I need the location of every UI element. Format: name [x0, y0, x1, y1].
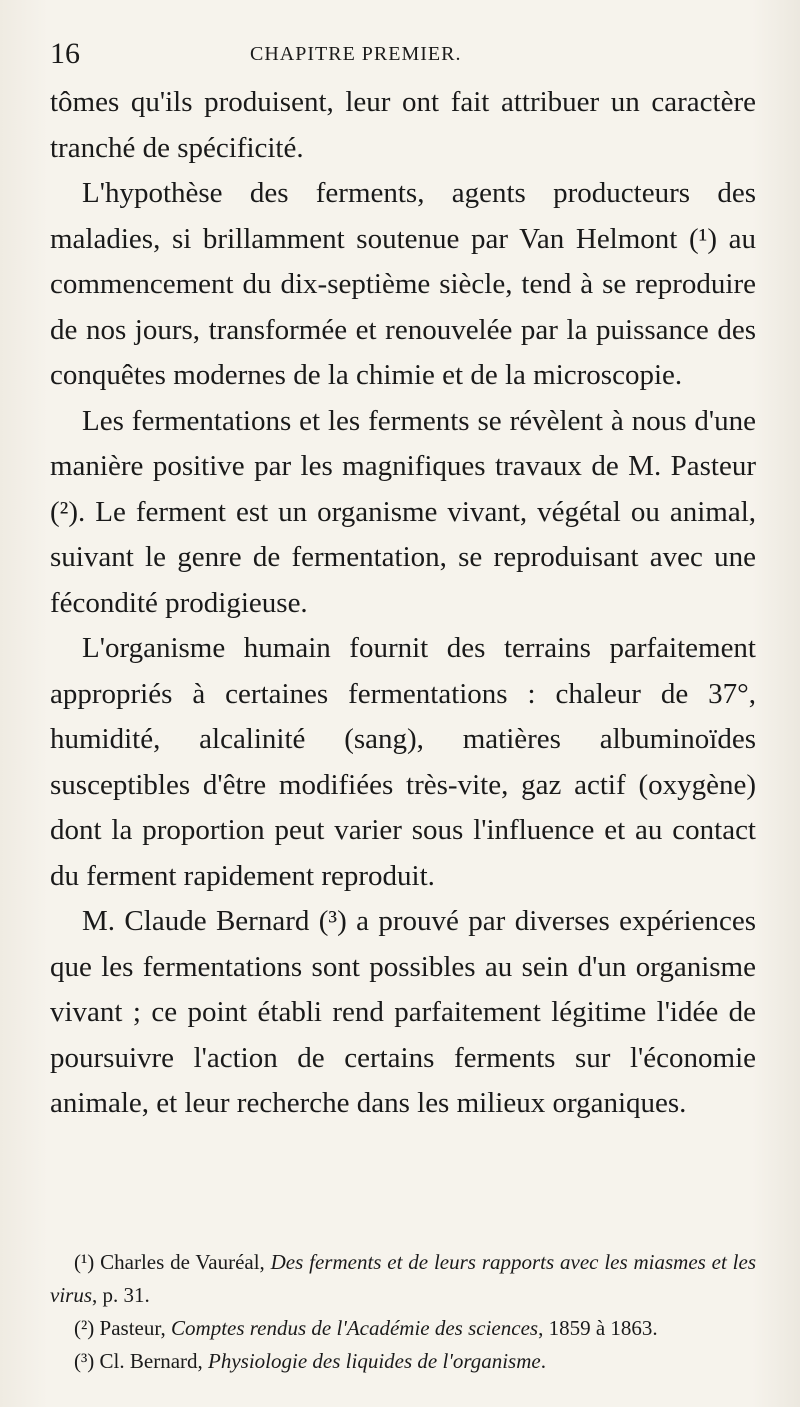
page-number: 16: [50, 37, 80, 70]
footnote-marker: (¹): [74, 1250, 95, 1274]
footnote-title: Physiologie des liquides de l'organisme: [208, 1349, 541, 1373]
running-title: CHAPITRE PREMIER.: [250, 43, 462, 65]
paragraph-ferments-hypothesis: L'hypothèse des ferments, agents producteurs des maladies, si brillamment soutenue par Van Helmont (¹) au commencement du dix-septième siècle, tend à se reproduire de nos jours, transformée et renouvelée par la puissance des conquêtes modernes de la chimie et de la microscopie.: [50, 177, 756, 391]
footnote-2: [50, 1312, 756, 1345]
footnote-author: Pasteur,: [99, 1316, 166, 1340]
footnote-details: , 1859 à 1863.: [538, 1316, 658, 1340]
paragraph-claude-bernard: M. Claude Bernard (³) a prouvé par diverses expériences que les fermentations sont possibles au sein d'un organisme vivant ; ce point établi rend parfaitement légitime l'idée de poursuivre l'action de certains ferments sur l'économie animale, et leur recherche dans les milieux organiques.: [50, 905, 756, 1119]
paragraph-human-organism: L'organisme humain fournit des terrains parfaitement appropriés à certaines fermentations : chaleur de 37°, humidité, alcalinité (sang), matières albuminoïdes susceptibles d'être modifiées très-vite, gaz actif (oxygène) dont la proportion peut varier sous l'influence et au contact du ferment rapidement reproduit.: [50, 632, 756, 892]
footnote-marker: (³): [74, 1349, 95, 1373]
footnotes: [50, 1246, 756, 1378]
footnote-marker: (²): [74, 1316, 95, 1340]
page-header: [50, 34, 760, 74]
paragraph-pasteur: Les fermentations et les ferments se révèlent à nous d'une manière positive par les magnifiques travaux de M. Pasteur (²). Le ferment est un organisme vivant, végétal ou animal, suivant le genre de fermentation, se reproduisant avec une fécondité prodigieuse.: [50, 404, 756, 619]
footnote-title: Des ferments et de leurs rapports avec les miasmes et les virus: [50, 1250, 756, 1307]
footnote-title: Comptes rendus de l'Académie des sciences: [171, 1316, 539, 1340]
footnote-1: [50, 1246, 756, 1312]
footnote-author: Charles de Vauréal,: [100, 1250, 265, 1274]
body-text: [50, 80, 756, 1127]
footnote-details: , p. 31.: [92, 1283, 150, 1307]
footnote-author: Cl. Bernard,: [99, 1349, 203, 1373]
footnote-3: [50, 1345, 756, 1378]
paragraph-continuation: tômes qu'ils produisent, leur ont fait attribuer un caractère tranché de spécificité.: [50, 86, 756, 164]
footnote-details: .: [540, 1349, 546, 1373]
